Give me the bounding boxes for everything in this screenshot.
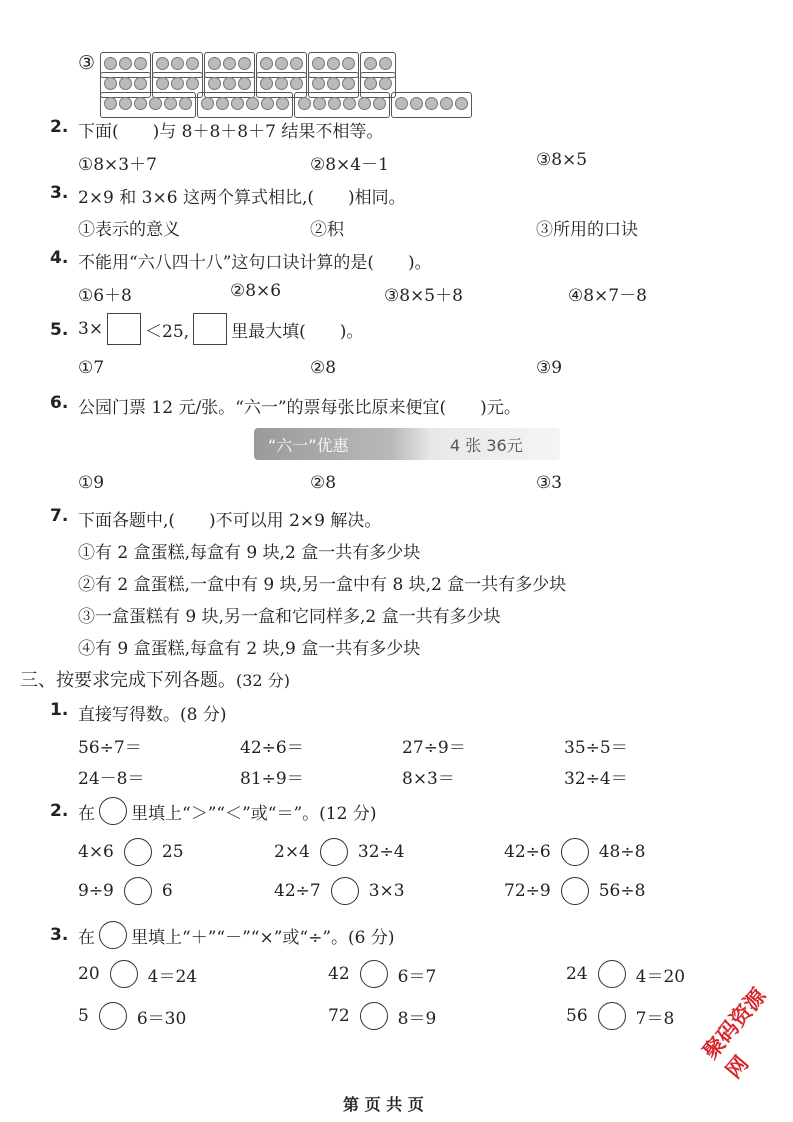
option: ①9: [78, 473, 105, 493]
expr-right: 6＝7: [397, 966, 437, 987]
option: ②8: [310, 473, 337, 493]
question-number: 5.: [50, 320, 69, 340]
option: ③8×5: [536, 150, 588, 170]
question-text: [78, 797, 376, 825]
option-label: ③: [78, 52, 96, 74]
expr-left: 24: [566, 964, 588, 984]
question-text: 下面各题中,( )不可以用 2×9 解决。: [78, 511, 382, 531]
expr-right: 4＝20: [635, 966, 686, 987]
compare-item: [78, 838, 184, 866]
section-heading: [20, 666, 290, 692]
equation: 42÷6＝: [240, 738, 304, 758]
page-footer: 第 页 共 页: [343, 1095, 424, 1114]
expr-right: 4＝24: [147, 966, 198, 987]
expr-right: 25: [161, 842, 184, 862]
expr-left: 4×6: [78, 842, 114, 862]
question-number: 7.: [50, 506, 69, 526]
answer-circle[interactable]: [360, 1002, 388, 1030]
compare-item: [274, 877, 405, 905]
equation: 56÷7＝: [78, 738, 142, 758]
answer-circle-sample: [99, 797, 127, 825]
section-title: 三、按要求完成下列各题。: [20, 670, 236, 691]
question-number: 1.: [50, 700, 69, 720]
expr-left: 2×4: [274, 842, 310, 862]
option: ①表示的意义: [78, 220, 180, 240]
answer-circle[interactable]: [561, 838, 589, 866]
answer-circle[interactable]: [124, 877, 152, 905]
expr-left: 72: [328, 1006, 350, 1026]
equation: 24－8＝: [78, 769, 145, 789]
expr-right: 6: [161, 881, 173, 901]
operator-item: [78, 1002, 186, 1030]
compare-item: [274, 838, 405, 866]
operator-item: [328, 1002, 436, 1030]
answer-circle[interactable]: [360, 960, 388, 988]
question-text: [78, 313, 363, 345]
expr-right: 32÷4: [357, 842, 405, 862]
answer-circle[interactable]: [124, 838, 152, 866]
option: ③所用的口诀: [536, 220, 638, 240]
expr-right: 7＝8: [635, 1008, 675, 1029]
operator-item: [78, 960, 197, 988]
option: ②有 2 盒蛋糕,一盒中有 9 块,另一盒中有 8 块,2 盒一共有多少块: [78, 575, 567, 595]
question-number: 3.: [50, 183, 69, 203]
question-text: 公园门票 12 元/张。“六一”的票每张比原来便宜( )元。: [78, 398, 521, 418]
expr-left: 20: [78, 964, 100, 984]
answer-circle[interactable]: [320, 838, 348, 866]
answer-box[interactable]: [193, 313, 227, 345]
equation: 27÷9＝: [402, 738, 466, 758]
operator-item: [566, 1002, 674, 1030]
question-text: 直接写得数。(8 分): [78, 705, 227, 725]
answer-circle[interactable]: [598, 960, 626, 988]
promo-label: “六一”优惠: [268, 436, 349, 455]
option: ④8×7－8: [568, 286, 647, 306]
answer-circle-sample: [99, 921, 127, 949]
answer-circle[interactable]: [598, 1002, 626, 1030]
expr-left: 9÷9: [78, 881, 114, 901]
expr-left: 5: [78, 1006, 89, 1026]
expr-right: 3×3: [368, 881, 405, 901]
equation: 35÷5＝: [564, 738, 628, 758]
question-number: 2.: [50, 117, 69, 137]
option: ③9: [536, 358, 563, 378]
option: ②积: [310, 220, 344, 240]
option: ②8×4－1: [310, 155, 389, 175]
compare-item: [504, 838, 645, 866]
expr-left: 56: [566, 1006, 588, 1026]
question-number: 6.: [50, 393, 69, 413]
compare-item: [504, 877, 645, 905]
section-points: (32 分): [236, 671, 290, 690]
equation: 8×3＝: [402, 769, 455, 789]
answer-circle[interactable]: [561, 877, 589, 905]
question-text-part: 里填上“＋”“－”“×”或“÷”。(6 分): [131, 927, 395, 948]
question-text-part: ＜25,: [145, 321, 190, 342]
option: ③一盒蛋糕有 9 块,另一盒和它同样多,2 盒一共有多少块: [78, 607, 501, 627]
operator-item: [566, 960, 685, 988]
answer-circle[interactable]: [331, 877, 359, 905]
question-text: 不能用“六八四十八”这句口诀计算的是( )。: [78, 253, 432, 273]
expr-right: 48÷8: [598, 842, 646, 862]
question-text: 下面( )与 8＋8＋8＋7 结果不相等。: [78, 122, 384, 142]
question-text-part: 里填上“＞”“＜”或“＝”。(12 分): [131, 803, 377, 824]
option: ②8×6: [230, 281, 282, 301]
compare-item: [78, 877, 173, 905]
watermark: 聚码资源网: [698, 983, 771, 1083]
question-text-part: 在: [78, 927, 95, 948]
promo-price: 4 张 36元: [450, 436, 523, 455]
question-text: 2×9 和 3×6 这两个算式相比,( )相同。: [78, 188, 406, 208]
question-number: 2.: [50, 801, 69, 821]
answer-box[interactable]: [107, 313, 141, 345]
promo-ticket-banner: [254, 428, 560, 460]
question-number: 4.: [50, 248, 69, 268]
option: ①有 2 盒蛋糕,每盒有 9 块,2 盒一共有多少块: [78, 543, 421, 563]
answer-circle[interactable]: [99, 1002, 127, 1030]
option: ④有 9 盒蛋糕,每盒有 2 块,9 盒一共有多少块: [78, 639, 421, 659]
option: ③3: [536, 473, 563, 493]
expr-left: 42÷7: [274, 881, 321, 901]
expr-left: 72÷9: [504, 881, 551, 901]
option: ①7: [78, 358, 105, 378]
operator-item: [328, 960, 436, 988]
expr-right: 6＝30: [136, 1008, 187, 1029]
question-text: [78, 921, 395, 949]
question-text-part: 在: [78, 803, 95, 824]
option: ③8×5＋8: [384, 286, 463, 306]
answer-circle[interactable]: [110, 960, 138, 988]
question-text-part: 里最大填( )。: [231, 321, 364, 342]
option: ②8: [310, 358, 337, 378]
question-number: 3.: [50, 925, 69, 945]
expr-left: 42÷6: [504, 842, 551, 862]
counter-dot-figure: [100, 52, 473, 112]
question-text-part: 3×: [78, 319, 104, 339]
equation: 32÷4＝: [564, 769, 628, 789]
expr-right: 8＝9: [397, 1008, 437, 1029]
option: ①8×3＋7: [78, 155, 157, 175]
option: ①6＋8: [78, 286, 132, 306]
expr-left: 42: [328, 964, 350, 984]
expr-right: 56÷8: [598, 881, 646, 901]
equation: 81÷9＝: [240, 769, 304, 789]
